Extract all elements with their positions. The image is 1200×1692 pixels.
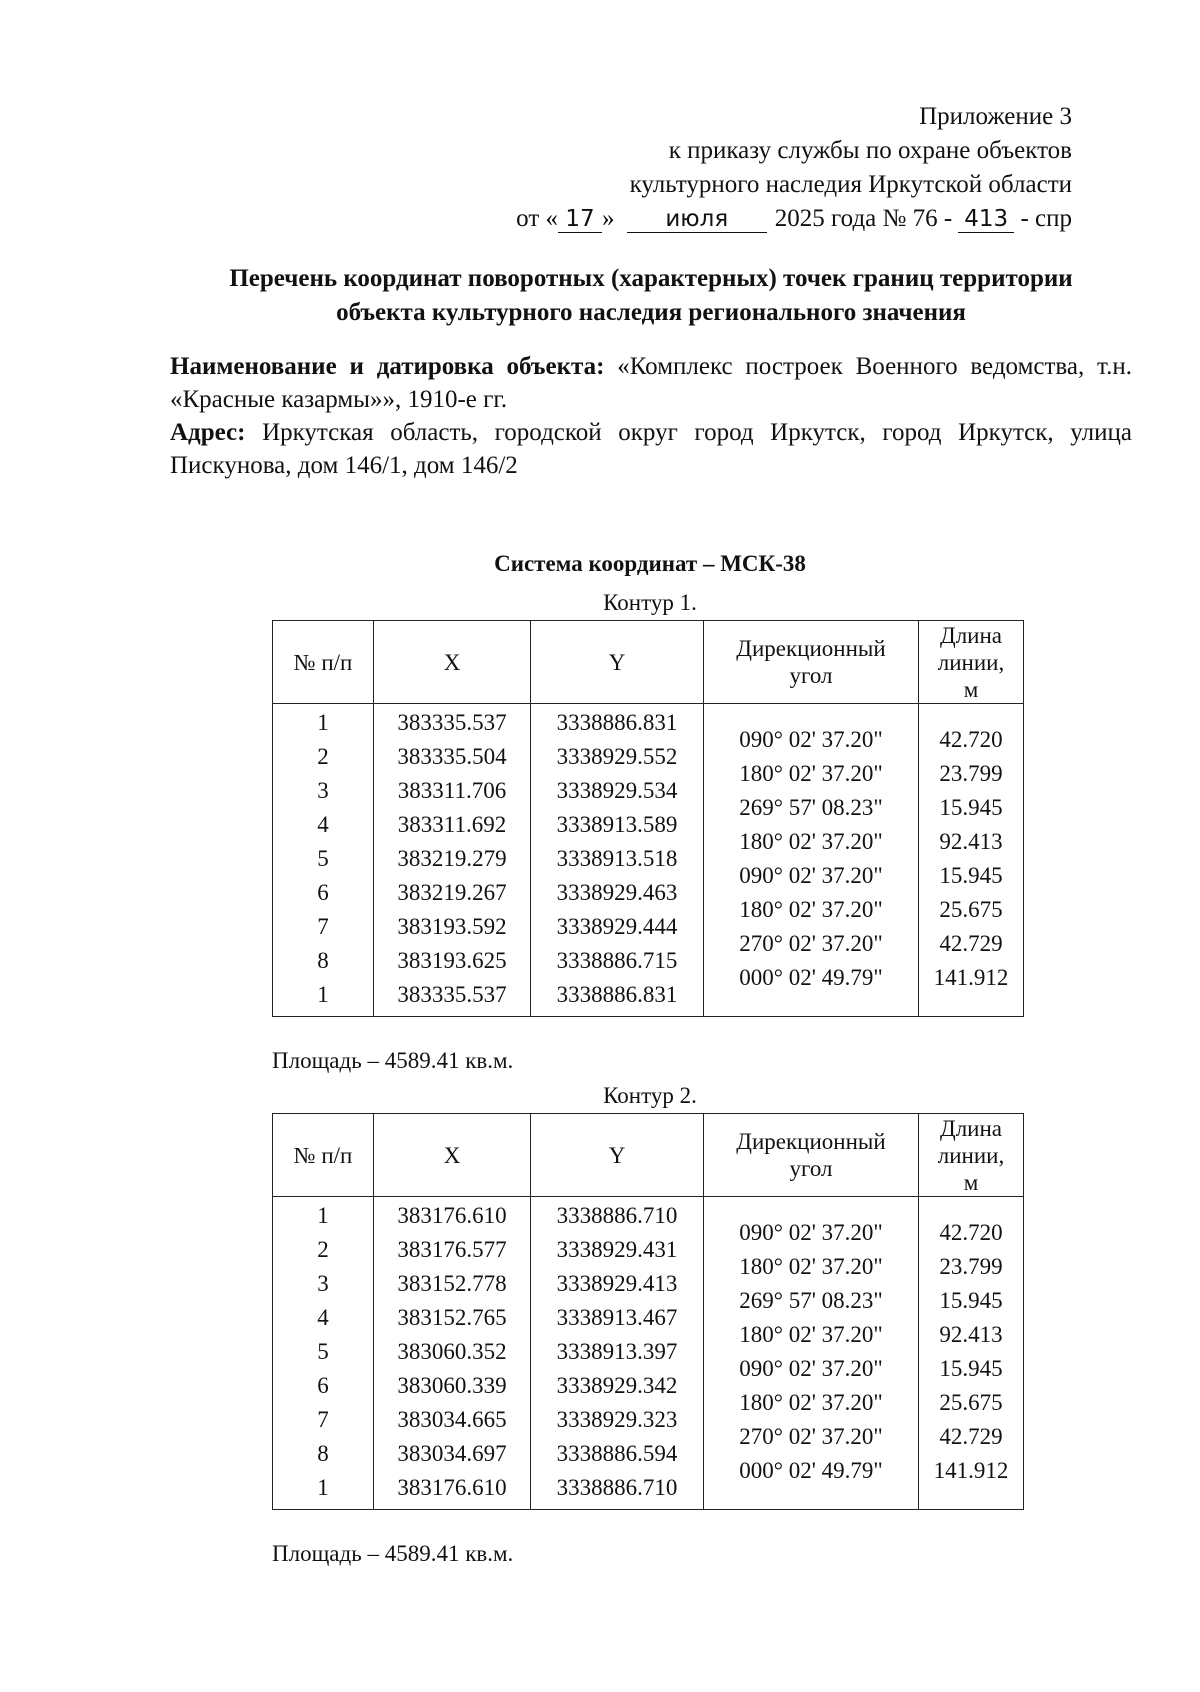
point-number: 1 <box>317 1203 329 1228</box>
header-length <box>919 621 1024 704</box>
direction-angle: 180° 02' 37.20" <box>739 761 883 786</box>
object-address-value: Иркутская область, городской округ город Иркутск, город Иркутск, улица Пискунова, дом 146/1, дом 146/2 <box>170 419 1133 479</box>
line-length: 25.675 <box>939 897 1003 922</box>
line-length: 92.413 <box>939 829 1003 854</box>
y-coordinate-column <box>531 1197 704 1510</box>
header-length-line-1: Длина <box>940 622 1002 648</box>
direction-angle: 090° 02' 37.20" <box>739 1356 883 1381</box>
table-header-row <box>273 621 1024 704</box>
point-number: 4 <box>317 812 329 837</box>
point-number: 3 <box>317 778 329 803</box>
direction-angle: 270° 02' 37.20" <box>739 931 883 956</box>
point-number: 8 <box>317 1441 329 1466</box>
object-name-value: «Комплекс построек Военного ведомства, т.н. «Красные казармы»», 1910-е гг. <box>170 353 1132 413</box>
authority-line: культурного наследия Иркутской области <box>629 171 1072 198</box>
point-number: 2 <box>317 744 329 769</box>
document-title <box>170 262 1132 330</box>
contour-2-table <box>272 1113 1024 1510</box>
direction-angle: 180° 02' 37.20" <box>739 1322 883 1347</box>
header-angle-line-2: угол <box>789 1156 833 1181</box>
header-y: Y <box>531 1114 704 1197</box>
handwritten-day: 17 <box>558 206 602 233</box>
point-number: 1 <box>317 982 329 1007</box>
line-length: 15.945 <box>939 1356 1003 1381</box>
x-coordinate: 383193.625 <box>397 948 507 973</box>
x-coordinate: 383034.697 <box>397 1441 507 1466</box>
contour-2-area: Площадь – 4589.41 кв.м. <box>272 1541 514 1566</box>
header-x: X <box>374 1114 531 1197</box>
line-length: 92.413 <box>939 1322 1003 1347</box>
point-number: 2 <box>317 1237 329 1262</box>
year-and-number-text: 2025 года № 76 - <box>774 205 953 232</box>
date-prefix: от « <box>516 205 559 232</box>
direction-angle-column <box>704 1197 919 1510</box>
x-coordinate: 383311.692 <box>397 812 507 837</box>
header-length <box>919 1114 1024 1197</box>
direction-angle-column <box>704 704 919 1017</box>
order-reference-line: к приказу службы по охране объектов <box>668 137 1072 164</box>
object-address-paragraph <box>170 416 1132 482</box>
point-number: 8 <box>317 948 329 973</box>
y-coordinate: 3338886.831 <box>556 710 678 735</box>
x-coordinate: 383219.267 <box>397 880 507 905</box>
direction-angle: 090° 02' 37.20" <box>739 727 883 752</box>
contour-2-label: Контур 2. <box>603 1083 697 1108</box>
table-body-row <box>273 1197 1024 1510</box>
header-angle <box>704 621 919 704</box>
header-length-line-3: м <box>963 1169 979 1195</box>
appendix-number: Приложение 3 <box>919 103 1072 130</box>
line-length: 42.720 <box>939 727 1003 752</box>
direction-angle: 180° 02' 37.20" <box>739 829 883 854</box>
point-number: 6 <box>317 1373 329 1398</box>
table-header-row <box>273 1114 1024 1197</box>
handwritten-month: июля <box>627 206 767 233</box>
line-length: 42.729 <box>939 1424 1003 1449</box>
x-coordinate: 383060.352 <box>397 1339 507 1364</box>
header-length-line-3: м <box>963 676 979 702</box>
point-number: 7 <box>317 1407 329 1432</box>
header-angle <box>704 1114 919 1197</box>
point-number-column <box>273 704 374 1017</box>
header-length-line-2: линии, <box>937 649 1005 675</box>
direction-angle: 000° 02' 49.79" <box>739 1458 883 1483</box>
direction-angle: 269° 57' 08.23" <box>739 1288 883 1313</box>
contour-1-area: Площадь – 4589.41 кв.м. <box>272 1048 514 1073</box>
header-num: № п/п <box>273 1114 374 1197</box>
direction-angle: 090° 02' 37.20" <box>739 863 883 888</box>
line-length: 141.912 <box>933 1458 1009 1483</box>
y-coordinate: 3338886.594 <box>556 1441 678 1466</box>
line-length-column <box>919 704 1024 1017</box>
header-length-line-1: Длина <box>940 1115 1002 1141</box>
direction-angle: 000° 02' 49.79" <box>739 965 883 990</box>
contour-1-table <box>272 620 1024 1017</box>
y-coordinate: 3338913.397 <box>556 1339 678 1364</box>
x-coordinate: 383152.778 <box>397 1271 507 1296</box>
order-suffix: - спр <box>1020 205 1072 232</box>
x-coordinate: 383335.537 <box>397 710 507 735</box>
header-num: № п/п <box>273 621 374 704</box>
order-date-line <box>516 202 1072 236</box>
point-number-column <box>273 1197 374 1510</box>
x-coordinate: 383060.339 <box>397 1373 507 1398</box>
date-mid: » <box>602 205 615 232</box>
y-coordinate: 3338913.467 <box>556 1305 678 1330</box>
y-coordinate-column <box>531 704 704 1017</box>
direction-angle: 180° 02' 37.20" <box>739 1390 883 1415</box>
x-coordinate: 383311.706 <box>397 778 507 803</box>
coordinate-system-title: Система координат – МСК-38 <box>494 551 806 576</box>
point-number: 4 <box>317 1305 329 1330</box>
header-angle-line-1: Дирекционный <box>736 636 886 661</box>
line-length: 42.720 <box>939 1220 1003 1245</box>
point-number: 5 <box>317 846 329 871</box>
line-length: 15.945 <box>939 1288 1003 1313</box>
x-coordinate: 383219.279 <box>397 846 507 871</box>
direction-angle: 270° 02' 37.20" <box>739 1424 883 1449</box>
point-number: 7 <box>317 914 329 939</box>
y-coordinate: 3338913.518 <box>556 846 678 871</box>
y-coordinate: 3338886.831 <box>556 982 678 1007</box>
direction-angle: 180° 02' 37.20" <box>739 897 883 922</box>
x-coordinate: 383176.610 <box>397 1203 507 1228</box>
direction-angle: 090° 02' 37.20" <box>739 1220 883 1245</box>
y-coordinate: 3338929.413 <box>556 1271 678 1296</box>
line-length: 15.945 <box>939 795 1003 820</box>
direction-angle: 269° 57' 08.23" <box>739 795 883 820</box>
direction-angle: 180° 02' 37.20" <box>739 1254 883 1279</box>
x-coordinate: 383335.504 <box>397 744 507 769</box>
object-address-label: Адрес: <box>170 419 246 446</box>
y-coordinate: 3338886.710 <box>556 1475 678 1500</box>
x-coordinate: 383152.765 <box>397 1305 507 1330</box>
x-coordinate-column <box>374 1197 531 1510</box>
object-name-paragraph <box>170 350 1132 416</box>
object-name-label: Наименование и датировка объекта: <box>170 353 605 380</box>
x-coordinate: 383176.577 <box>397 1237 507 1262</box>
line-length: 15.945 <box>939 863 1003 888</box>
y-coordinate: 3338929.463 <box>556 880 678 905</box>
appendix-header <box>516 100 1072 236</box>
y-coordinate: 3338929.342 <box>556 1373 678 1398</box>
line-length: 23.799 <box>939 1254 1003 1279</box>
handwritten-order-number: 413 <box>958 206 1014 233</box>
header-angle-line-1: Дирекционный <box>736 1129 886 1154</box>
point-number: 5 <box>317 1339 329 1364</box>
object-description <box>170 350 1132 482</box>
x-coordinate: 383193.592 <box>397 914 507 939</box>
y-coordinate: 3338913.589 <box>556 812 678 837</box>
header-angle-line-2: угол <box>789 663 833 688</box>
x-coordinate: 383034.665 <box>397 1407 507 1432</box>
point-number: 3 <box>317 1271 329 1296</box>
point-number: 6 <box>317 880 329 905</box>
y-coordinate: 3338929.552 <box>556 744 678 769</box>
y-coordinate: 3338929.431 <box>556 1237 678 1262</box>
point-number: 1 <box>317 1475 329 1500</box>
table-body-row <box>273 704 1024 1017</box>
y-coordinate: 3338886.715 <box>556 948 678 973</box>
line-length: 42.729 <box>939 931 1003 956</box>
line-length: 141.912 <box>933 965 1009 990</box>
y-coordinate: 3338929.444 <box>556 914 678 939</box>
y-coordinate: 3338886.710 <box>556 1203 678 1228</box>
header-x: X <box>374 621 531 704</box>
title-line-2: объекта культурного наследия регионального значения <box>336 299 966 326</box>
header-length-line-2: линии, <box>937 1142 1005 1168</box>
y-coordinate: 3338929.534 <box>556 778 678 803</box>
x-coordinate-column <box>374 704 531 1017</box>
line-length: 25.675 <box>939 1390 1003 1415</box>
line-length: 23.799 <box>939 761 1003 786</box>
x-coordinate: 383335.537 <box>397 982 507 1007</box>
contour-1-label: Контур 1. <box>603 590 697 615</box>
line-length-column <box>919 1197 1024 1510</box>
x-coordinate: 383176.610 <box>397 1475 507 1500</box>
title-line-1: Перечень координат поворотных (характерных) точек границ территории <box>229 265 1073 292</box>
header-y: Y <box>531 621 704 704</box>
point-number: 1 <box>317 710 329 735</box>
y-coordinate: 3338929.323 <box>556 1407 678 1432</box>
